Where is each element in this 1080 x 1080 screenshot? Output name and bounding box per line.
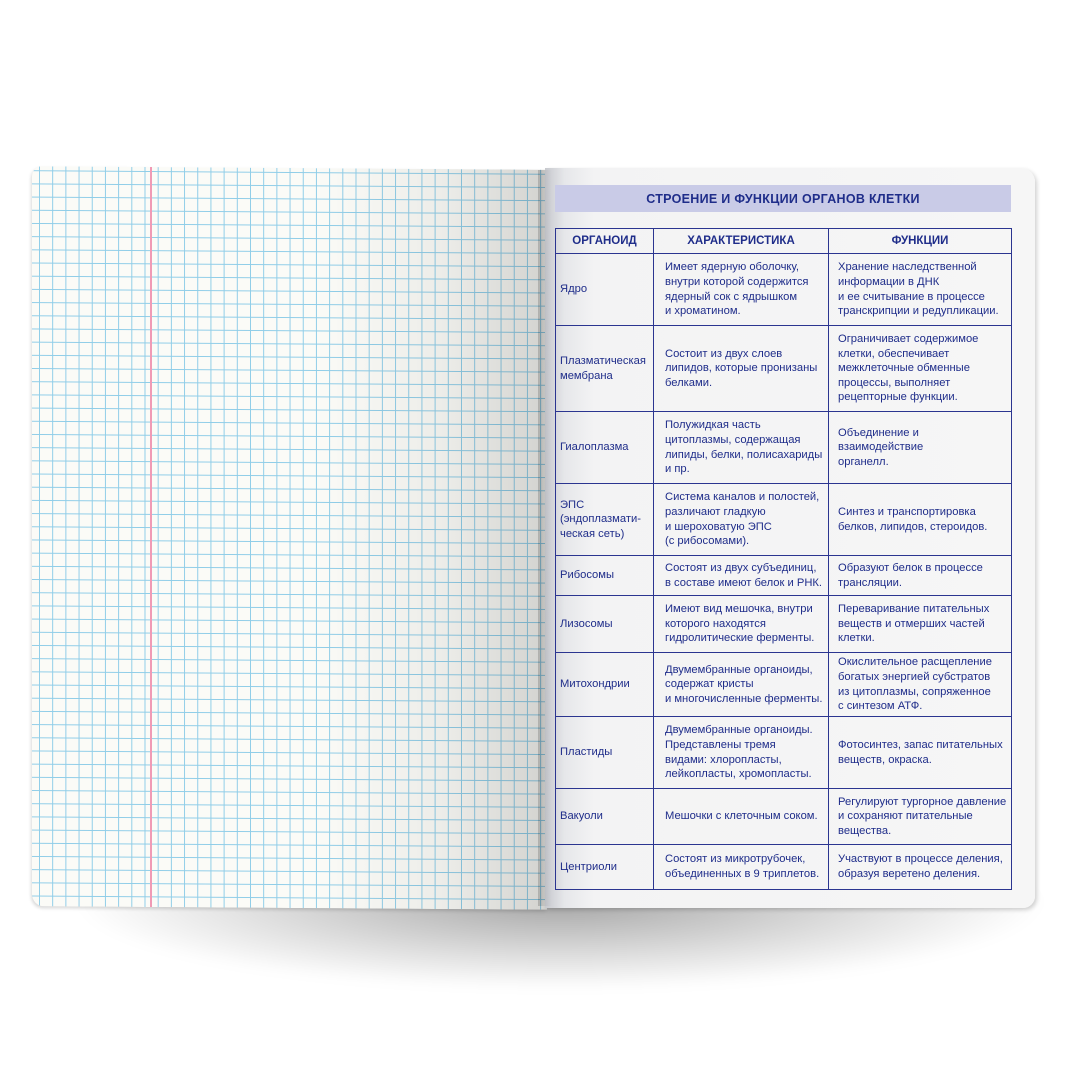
header-functions: ФУНКЦИИ [829, 229, 1012, 254]
cell-function: Хранение наследственной информации в ДНК и ее считывание в процессе транскрипции и редупликации. [829, 254, 1012, 326]
cell-organoid: ЭПС (эндоплазмати- ческая сеть) [556, 484, 654, 556]
cell-function: Окислительное расщепление богатых энергией субстратов из цитоплазмы, сопряженное с синтезом АТФ. [829, 653, 1012, 717]
cell-function: Ограничивает содержимое клетки, обеспечивает межклеточные обменные процессы, выполняет рецепторные функции. [829, 326, 1012, 412]
table-row [556, 596, 1012, 653]
cell-characteristic: Двумембранные органоиды, содержат кристы и многочисленные ферменты. [654, 653, 829, 717]
header-characteristic: ХАРАКТЕРИСТИКА [654, 229, 829, 254]
header-organoid: ОРГАНОИД [556, 229, 654, 254]
table-row [556, 653, 1012, 717]
table-row [556, 845, 1012, 890]
table-title: СТРОЕНИЕ И ФУНКЦИИ ОРГАНОВ КЛЕТКИ [555, 185, 1011, 212]
cell-organoid: Плазматическая мембрана [556, 326, 654, 412]
organoid-table [555, 228, 1012, 890]
cell-organoid: Гиалоплазма [556, 412, 654, 484]
table-row [556, 789, 1012, 845]
grid-page [32, 166, 547, 910]
cell-characteristic: Полужидкая часть цитоплазмы, содержащая липиды, белки, полисахариды и пр. [654, 412, 829, 484]
table-row [556, 412, 1012, 484]
table-row [556, 556, 1012, 596]
cell-function: Образуют белок в процессе трансляции. [829, 556, 1012, 596]
cell-characteristic: Двумембранные органоиды. Представлены тремя видами: хлоропласты, лейкопласты, хромопласты. [654, 717, 829, 789]
cell-function: Объединение и взаимодействие органелл. [829, 412, 1012, 484]
margin-line [150, 167, 152, 907]
table-row [556, 717, 1012, 789]
table-row [556, 254, 1012, 326]
cell-characteristic: Состоят из микротрубочек, объединенных в 9 триплетов. [654, 845, 829, 890]
cell-characteristic: Имеют вид мешочка, внутри которого находятся гидролитические ферменты. [654, 596, 829, 653]
cell-organoid: Ядро [556, 254, 654, 326]
cell-function: Фотосинтез, запас питательных веществ, окраска. [829, 717, 1012, 789]
cell-function: Переваривание питательных веществ и отмерших частей клетки. [829, 596, 1012, 653]
cell-characteristic: Мешочки с клеточным соком. [654, 789, 829, 845]
notebook-spine [538, 170, 552, 906]
cell-function: Регулируют тургорное давление и сохраняют питательные вещества. [829, 789, 1012, 845]
cell-organoid: Центриоли [556, 845, 654, 890]
cell-characteristic: Состоит из двух слоев липидов, которые пронизаны белками. [654, 326, 829, 412]
cell-function: Участвуют в процессе деления, образуя веретено деления. [829, 845, 1012, 890]
cell-organoid: Пластиды [556, 717, 654, 789]
cell-organoid: Вакуоли [556, 789, 654, 845]
cell-characteristic: Система каналов и полостей, различают гладкую и шероховатую ЭПС (с рибосомами). [654, 484, 829, 556]
cell-characteristic: Состоят из двух субъединиц, в составе имеют белок и РНК. [654, 556, 829, 596]
cell-function: Синтез и транспортировка белков, липидов, стероидов. [829, 484, 1012, 556]
cell-characteristic: Имеет ядерную оболочку, внутри которой содержится ядерный сок с ядрышком и хроматином. [654, 254, 829, 326]
table-row [556, 484, 1012, 556]
cell-organoid: Рибосомы [556, 556, 654, 596]
table-row [556, 326, 1012, 412]
table-header-row [556, 229, 1012, 254]
cell-organoid: Митохондрии [556, 653, 654, 717]
cell-organoid: Лизосомы [556, 596, 654, 653]
